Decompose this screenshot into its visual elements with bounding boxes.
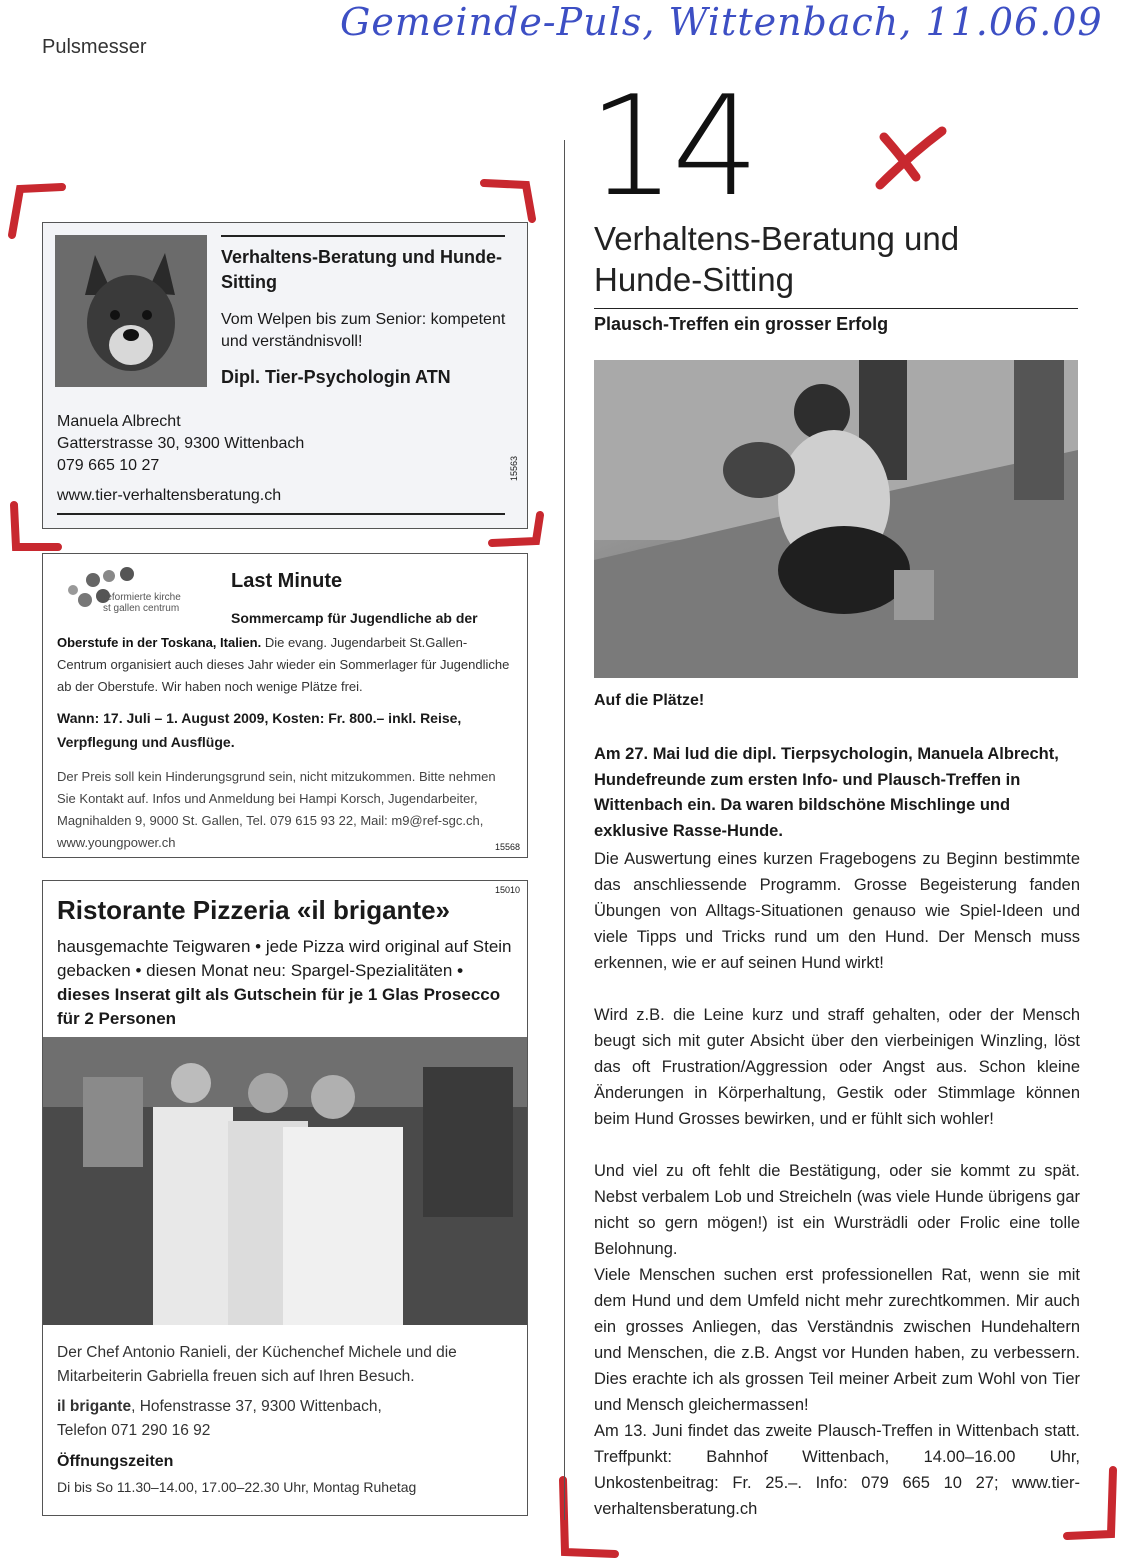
restaurant-address: , Hofenstrasse 37, 9300 Wittenbach, xyxy=(131,1398,382,1415)
ad-text-plain: hausgemachte Teigwaren • jede Pizza wird original auf Stein gebacken • diesen Monat neu: Spargel-Spezialitäten xyxy=(57,937,512,980)
contact-name: Manuela Albrecht xyxy=(57,413,181,430)
dog-photo xyxy=(55,235,207,387)
ad-code: 15568 xyxy=(495,842,521,852)
ad-church-camp xyxy=(42,553,528,858)
contact-street: Gatterstrasse 30, 9300 Wittenbach xyxy=(57,435,305,452)
red-x-mark xyxy=(870,125,950,195)
ad-info: Der Preis soll kein Hinderungsgrund sein, nicht mitzukommen. Bitte nehmen Sie Kontakt auf. Infos und Anmeldung bei Hampi Korsch, Jugendarbeiter, Magnihalden 9, 9000 St. Gallen, Tel. 079 615 93 22, Mail: m9@ref-sgc.ch, www.youngpower.ch xyxy=(57,769,496,850)
ad-text xyxy=(57,935,517,1031)
article-paragraph-5: Am 13. Juni findet das zweite Plausch-Treffen in Wittenbach statt. Treffpunkt: Bahnhof Wittenbach, 14.00–16.00 Uhr, Unkostenbeitrag: Fr. 25.–. Info: 079 665 10 27; www.tier-verhaltensberatung.ch xyxy=(594,1422,1080,1518)
article-title xyxy=(594,218,1074,300)
ad-bottom-rule xyxy=(57,513,505,515)
photo-caption: Auf die Plätze! xyxy=(594,692,705,709)
ad-when: Wann: 17. Juli – 1. August 2009, Kosten: Fr. 800.– inkl. Reise, Verpflegung und Ausflüge. xyxy=(57,710,462,750)
ad-text-bold: • dieses Inserat gilt als Gutschein für je 1 Glas Prosecco für 2 Personen xyxy=(57,961,501,1028)
ad-title: Verhaltens-Beratung und Hunde-Sitting xyxy=(221,247,503,292)
ad-code: 15563 xyxy=(509,455,519,481)
opening-hours: Di bis So 11.30–14.00, 17.00–22.30 Uhr, Montag Ruhetag xyxy=(57,1479,417,1495)
logo-line2: st gallen centrum xyxy=(103,603,180,614)
contact-phone: 079 665 10 27 xyxy=(57,457,160,474)
ad-code: 15010 xyxy=(495,885,521,895)
hours-title: Öffnungszeiten xyxy=(57,1453,174,1470)
title-rule xyxy=(594,308,1078,309)
church-logo-text xyxy=(103,592,181,614)
ad-address xyxy=(57,1395,517,1443)
staff-photo xyxy=(43,1037,527,1325)
ad-website: www.tier-verhaltensberatung.ch xyxy=(57,487,282,504)
ad-body-text: Die evang. Jugendarbeit St.Gallen-Centrum organisiert auch dieses Jahr wieder ein Sommerlager für Jugendliche ab der Oberstufe. Wir haben noch wenige Plätze frei. xyxy=(57,635,510,694)
article-paragraph-1: Die Auswertung eines kurzen Fragebogens zu Beginn bestimmte das anschliessende Programm. Grosse Begeisterung fanden Übungen von Alltags-Situationen genauso wie Spiel-Ideen und viele Tipps und Tricks rund um den Hund. Der Mensch muss erkennen, wie er auf seinen Hund wirkt! xyxy=(594,850,1080,972)
restaurant-phone: Telefon 071 290 16 92 xyxy=(57,1422,211,1439)
page-number: 14 xyxy=(588,66,756,227)
ad-title: Last Minute xyxy=(231,570,343,592)
article-title-line1: Verhaltens-Beratung und xyxy=(594,220,960,257)
logo-line1: reformierte kirche xyxy=(103,592,181,603)
restaurant-name: il brigante xyxy=(57,1398,132,1415)
article-paragraph-4: Viele Menschen suchen erst professionellen Rat, wenn sie mit dem Hund und dem Umfeld nicht mehr zurechtkommen. Mir auch ein grosses Anliegen, das Verständnis zwischen Hundehaltern und Menschen, die z.B. Angst vor Hunden haben, zu verbessern. Dies erachte ich als grossen Teil meiner Arbeit zum Wohl von Tier und Mensch gleichermassen! xyxy=(594,1266,1080,1414)
ad-description: Der Chef Antonio Ranieli, der Küchenchef Michele und die Mitarbeiterin Gabriella freuen sich auf Ihren Besuch. xyxy=(57,1344,457,1385)
article-lead: Am 27. Mai lud die dipl. Tierpsychologin, Manuela Albrecht, Hundefreunde zum ersten Info- und Plausch-Treffen in Wittenbach ein. Da waren bildschöne Mischlinge und exklusive Rasse-Hunde. xyxy=(594,745,1059,840)
section-label: Pulsmesser xyxy=(42,36,147,58)
article-paragraph-2: Wird z.B. die Leine kurz und straff gehalten, oder der Mensch beugt sich mit guter Absicht über den vierbeinigen Winzling, löst das oft Frustration/Aggression oder Angst aus. Schon kleine Änderungen in Körperhaltung, Gestik oder Stimmlage können beim Hund Grosses bewirken, und er fühlt sich wohler! xyxy=(594,1006,1080,1128)
article-title-line2: Hunde-Sitting xyxy=(594,261,794,298)
ad-top-rule xyxy=(221,235,505,237)
article-photo xyxy=(594,360,1078,678)
ad-title: Ristorante Pizzeria «il brigante» xyxy=(57,895,451,925)
ad-qualification: Dipl. Tier-Psychologin ATN xyxy=(221,367,451,387)
ad-headline-cont: Oberstufe in der Toskana, Italien. xyxy=(57,635,262,650)
ad-tagline: Vom Welpen bis zum Senior: kompetent und verständnisvoll! xyxy=(221,311,506,350)
ad-pizzeria xyxy=(42,880,528,1516)
ad-body xyxy=(57,632,513,698)
article-subtitle: Plausch-Treffen ein grosser Erfolg xyxy=(594,314,889,334)
article-paragraph-3: Und viel zu oft fehlt die Bestätigung, oder sie kommt zu spät. Nebst verbalem Lob und Streicheln (was viele Hunde übrigens gar nicht so gern mögen!) ist ein Wursträdli oder Frolic eine tolle Belohnung. xyxy=(594,1162,1080,1258)
column-divider xyxy=(564,140,565,1520)
ad-dog-behaviour xyxy=(42,222,528,529)
ad-address xyxy=(57,411,304,477)
woman-with-dogs-photo xyxy=(594,360,1078,678)
handwritten-note: Gemeinde-Puls, Wittenbach, 11.06.09 xyxy=(340,0,1103,44)
ad-headline: Sommercamp für Jugendliche ab der xyxy=(231,610,478,626)
